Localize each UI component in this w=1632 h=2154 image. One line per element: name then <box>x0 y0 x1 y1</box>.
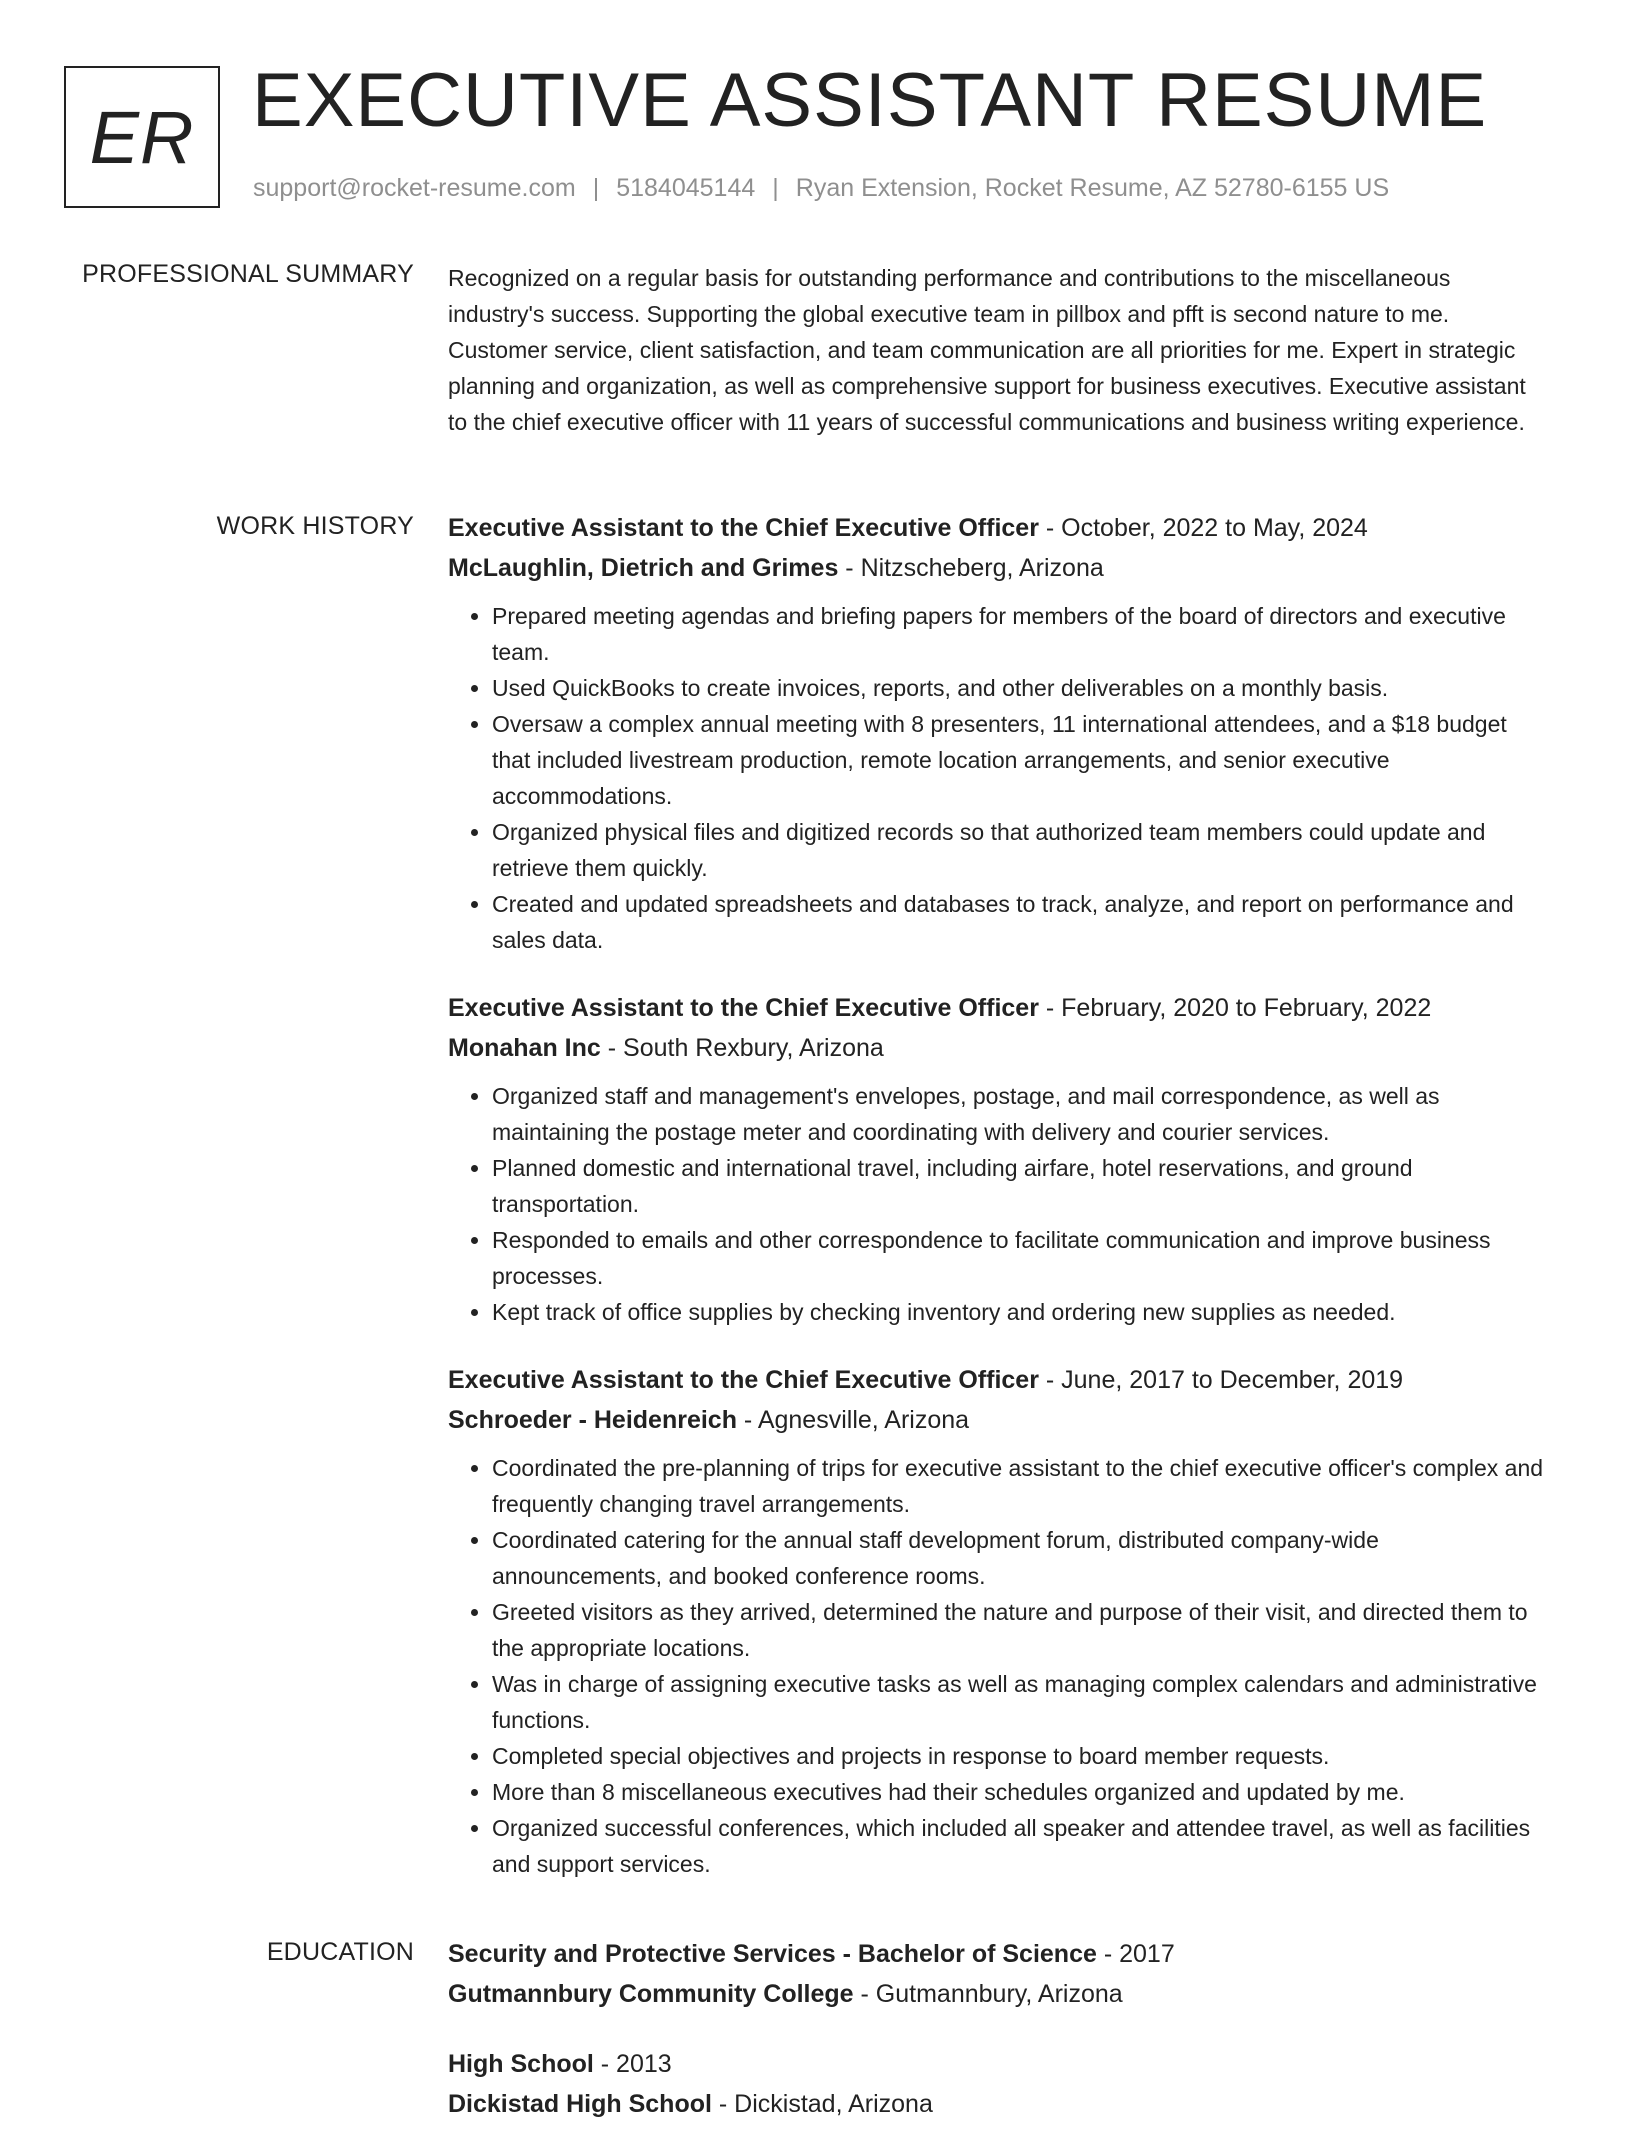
section-label: EDUCATION <box>266 1938 414 1966</box>
job-bullet: • Coordinated the pre-planning of trips for executive assistant to the chief executive officer's complex and frequently changing travel arrangements. <box>492 1450 1548 1522</box>
job-title: Executive Assistant to the Chief Executive Officer <box>448 1366 1039 1394</box>
job-entry <box>448 1360 1548 1882</box>
job-bullet: • Was in charge of assigning executive tasks as well as managing complex calendars and administrative functions. <box>492 1666 1548 1738</box>
job-bullet: • Responded to emails and other correspondence to facilitate communication and improve business processes. <box>492 1222 1548 1294</box>
job-bullet: • Planned domestic and international travel, including airfare, hotel reservations, and ground transportation. <box>492 1150 1548 1222</box>
education-location: - Dickistad, Arizona <box>711 2090 933 2118</box>
education-degree-line <box>448 2044 1548 2084</box>
job-title-line <box>448 988 1548 1028</box>
education-year: - 2013 <box>593 2050 672 2078</box>
job-bullets <box>448 598 1548 958</box>
job-title-line <box>448 508 1548 548</box>
contact-phone[interactable]: 5184045144 <box>616 174 756 202</box>
job-bullets <box>448 1450 1548 1882</box>
section-label: PROFESSIONAL SUMMARY <box>82 260 414 288</box>
job-bullet: • Completed special objectives and projects in response to board member requests. <box>492 1738 1548 1774</box>
job-title-line <box>448 1360 1548 1400</box>
resume-title: EXECUTIVE ASSISTANT RESUME <box>252 58 1488 143</box>
job-company-line <box>448 548 1548 588</box>
contact-line <box>253 174 1389 203</box>
job-location: - South Rexbury, Arizona <box>600 1034 884 1062</box>
job-bullet: • Greeted visitors as they arrived, determined the nature and purpose of their visit, and directed them to the appropriate locations. <box>492 1594 1548 1666</box>
job-location: - Nitzscheberg, Arizona <box>838 554 1104 582</box>
job-dates: - June, 2017 to December, 2019 <box>1038 1366 1404 1394</box>
education-degree: Security and Protective Services - Bachelor of Science <box>448 1940 1097 1968</box>
education-school: Dickistad High School <box>448 2090 712 2118</box>
contact-email[interactable]: support@rocket-resume.com <box>253 174 576 202</box>
job-bullet: • Organized staff and management's envelopes, postage, and mail correspondence, as well as maintaining the postage meter and coordinating with delivery and courier services. <box>492 1078 1548 1150</box>
job-dates: - February, 2020 to February, 2022 <box>1038 994 1432 1022</box>
job-entry <box>448 988 1548 1330</box>
job-company-line <box>448 1400 1548 1440</box>
job-bullet: • More than 8 miscellaneous executives had their schedules organized and updated by me. <box>492 1774 1548 1810</box>
job-bullet: • Coordinated catering for the annual staff development forum, distributed company-wide announcements, and booked conference rooms. <box>492 1522 1548 1594</box>
job-bullet: • Organized physical files and digitized records so that authorized team members could update and retrieve them quickly. <box>492 814 1548 886</box>
job-company: Monahan Inc <box>448 1034 601 1062</box>
education-entry <box>448 2044 1548 2124</box>
education-degree: High School <box>448 2050 594 2078</box>
job-bullet: • Used QuickBooks to create invoices, reports, and other deliverables on a monthly basis. <box>492 670 1548 706</box>
job-company-line <box>448 1028 1548 1068</box>
education-location: - Gutmannbury, Arizona <box>853 1980 1123 2008</box>
job-title: Executive Assistant to the Chief Executive Officer <box>448 514 1039 542</box>
job-bullet: • Created and updated spreadsheets and databases to track, analyze, and report on performance and sales data. <box>492 886 1548 958</box>
education-school: Gutmannbury Community College <box>448 1980 854 2008</box>
job-location: - Agnesville, Arizona <box>736 1406 970 1434</box>
job-entry <box>448 508 1548 958</box>
job-company: McLaughlin, Dietrich and Grimes <box>448 554 839 582</box>
monogram-logo: ER <box>64 66 220 208</box>
education-degree-line <box>448 1934 1548 1974</box>
job-bullets <box>448 1078 1548 1330</box>
job-title: Executive Assistant to the Chief Executive Officer <box>448 994 1039 1022</box>
summary-text: Recognized on a regular basis for outstanding performance and contributions to the miscellaneous industry's success. Supporting the global executive team in pillbox and pfft is second nature to me. Customer service, client satisfaction, and team communication are all priorities for me. Expert in strategic planning and organization, as well as comprehensive support for business executives. Executive assistant to the chief executive officer with 11 years of successful communications and business writing experience. <box>448 265 1526 435</box>
job-company: Schroeder - Heidenreich <box>448 1406 737 1434</box>
contact-separator: | <box>592 174 600 202</box>
job-bullet: • Oversaw a complex annual meeting with 8 presenters, 11 international attendees, and a $18 budget that included livestream production, remote location arrangements, and senior executive accommodations. <box>492 706 1548 814</box>
job-bullet: • Kept track of office supplies by checking inventory and ordering new supplies as needed. <box>492 1294 1548 1330</box>
education-school-line <box>448 1974 1548 2014</box>
job-bullet: • Prepared meeting agendas and briefing papers for members of the board of directors and executive team. <box>492 598 1548 670</box>
section-label: WORK HISTORY <box>216 512 414 540</box>
education-school-line <box>448 2084 1548 2124</box>
contact-separator: | <box>772 174 779 202</box>
job-bullet: • Organized successful conferences, which included all speaker and attendee travel, as well as facilities and support services. <box>492 1810 1548 1882</box>
contact-address: Ryan Extension, Rocket Resume, AZ 52780-6155 US <box>795 174 1390 202</box>
job-dates: - October, 2022 to May, 2024 <box>1038 514 1368 542</box>
education-entry <box>448 1934 1548 2014</box>
education-year: - 2017 <box>1096 1940 1175 1968</box>
